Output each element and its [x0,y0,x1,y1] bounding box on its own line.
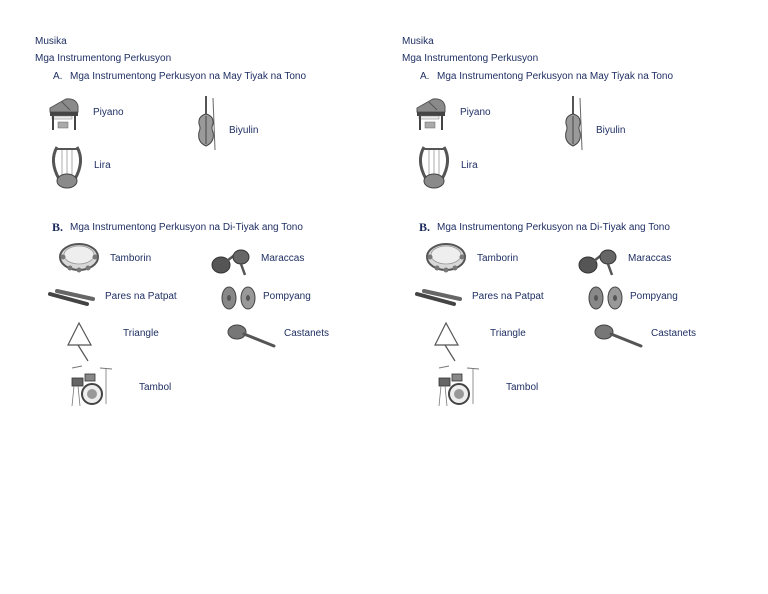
label-lira: Lira [461,160,478,171]
label-maraccas: Maraccas [261,253,305,264]
claves-icon [414,288,464,308]
castanets-icon [226,322,278,348]
tambourine-icon [58,241,100,273]
piano-icon [413,96,449,132]
label-tambol: Tambol [139,382,172,393]
label-pompyang: Pompyang [263,291,311,302]
drum-set-icon [68,364,114,408]
label-biyulin: Biyulin [229,125,259,136]
tambourine-icon [425,241,467,273]
lyre-icon [414,143,454,191]
label-piyano: Piyano [93,107,124,118]
piano-icon [46,96,82,132]
label-pompyang: Pompyang [630,291,678,302]
violin-icon [560,94,586,152]
worksheet-page-left [0,0,360,594]
section-a-letter: A. [420,71,430,82]
label-piyano: Piyano [460,107,491,118]
worksheet-page-right [367,0,727,594]
subject-title: Musika [35,36,67,47]
label-tamborin: Tamborin [477,253,519,264]
label-maraccas: Maraccas [628,253,672,264]
topic-title: Mga Instrumentong Perkusyon [402,53,539,64]
section-b-letter: B. [419,220,431,234]
drum-set-icon [435,364,481,408]
section-a-title: Mga Instrumentong Perkusyon na May Tiyak na Tono [70,71,307,82]
topic-title: Mga Instrumentong Perkusyon [35,53,172,64]
cymbals-icon [586,286,626,310]
label-pares-na-patpat: Pares na Patpat [105,291,177,302]
maracas-icon [576,245,620,277]
label-biyulin: Biyulin [596,125,626,136]
claves-icon [47,288,97,308]
label-castanets: Castanets [651,328,697,339]
subject-title: Musika [402,36,434,47]
label-triangle: Triangle [490,328,526,339]
section-b-title: Mga Instrumentong Perkusyon na Di-Tiyak ang Tono [70,222,303,233]
castanets-icon [593,322,645,348]
section-a-title: Mga Instrumentong Perkusyon na May Tiyak na Tono [437,71,674,82]
cymbals-icon [219,286,259,310]
label-tambol: Tambol [506,382,539,393]
section-b-letter: B. [52,220,64,234]
label-pares-na-patpat: Pares na Patpat [472,291,544,302]
violin-icon [193,94,219,152]
label-triangle: Triangle [123,328,159,339]
label-lira: Lira [94,160,111,171]
maracas-icon [209,245,253,277]
section-b-title: Mga Instrumentong Perkusyon na Di-Tiyak ang Tono [437,222,670,233]
triangle-icon [66,321,96,363]
section-a-letter: A. [53,71,63,82]
label-tamborin: Tamborin [110,253,152,264]
lyre-icon [47,143,87,191]
label-castanets: Castanets [284,328,330,339]
triangle-icon [433,321,463,363]
